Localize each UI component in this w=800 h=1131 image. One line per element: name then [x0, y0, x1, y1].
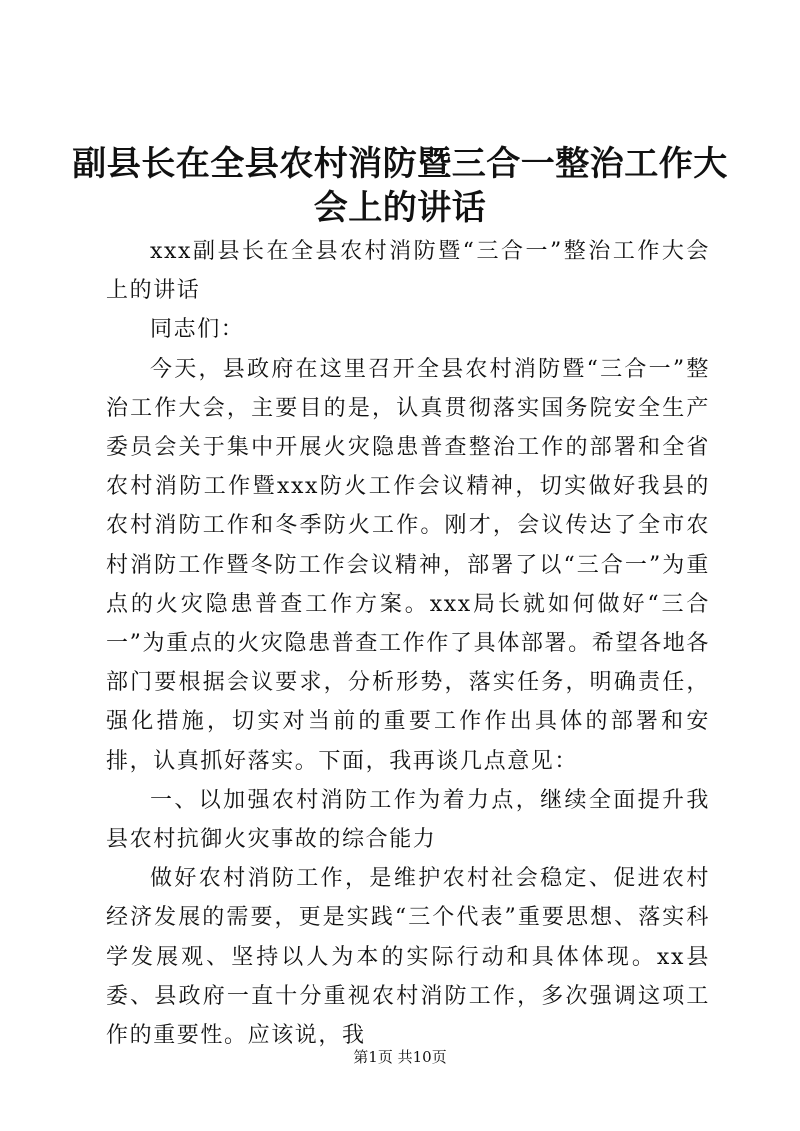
document-title: 副县长在全县农村消防暨三合一整治工作大会上的讲话 [72, 144, 728, 228]
document-body [106, 232, 710, 1055]
paragraph-salutation: 同志们： [150, 317, 245, 343]
paragraph-opening: 今天，县政府在这里召开全县农村消防暨“三合一”整治工作大会，主要目的是，认真贯彻落实国务院安全生产委员会关于集中开展火灾隐患普查整治工作的部署和全省农村消防工作暨xxx防火工作会议精神，切实做好我县的农村消防工作和冬季防火工作。刚才，会议传达了全市农村消防工作暨冬防工作会议精神，部署了以“三合一”为重点的火灾隐患普查工作方案。xxx局长就如何做好“三合一”为重点的火灾隐患普查工作作了具体部署。希望各地各部门要根据会议要求，分析形势，落实任务，明确责任，强化措施，切实对当前的重要工作作出具体的部署和安排，认真抓好落实。下面，我再谈几点意见： [106, 356, 710, 774]
page-number-footer: 第1页 共10页 [353, 1048, 447, 1066]
section-heading-1: 一、以加强农村消防工作为着力点，继续全面提升我县农村抗御火灾事故的综合能力 [106, 787, 710, 853]
paragraph-intro: xxx副县长在全县农村消防暨“三合一”整治工作大会上的讲话 [106, 239, 710, 304]
paragraph-section-1: 做好农村消防工作，是维护农村社会稳定、促进农村经济发展的需要，更是实践“三个代表”重要思想、落实科学发展观、坚持以人为本的实际行动和具体体现。xx县委、县政府一直十分重视农村消防工作，多次强调这项工作的重要性。应该说，我 [106, 866, 710, 1049]
